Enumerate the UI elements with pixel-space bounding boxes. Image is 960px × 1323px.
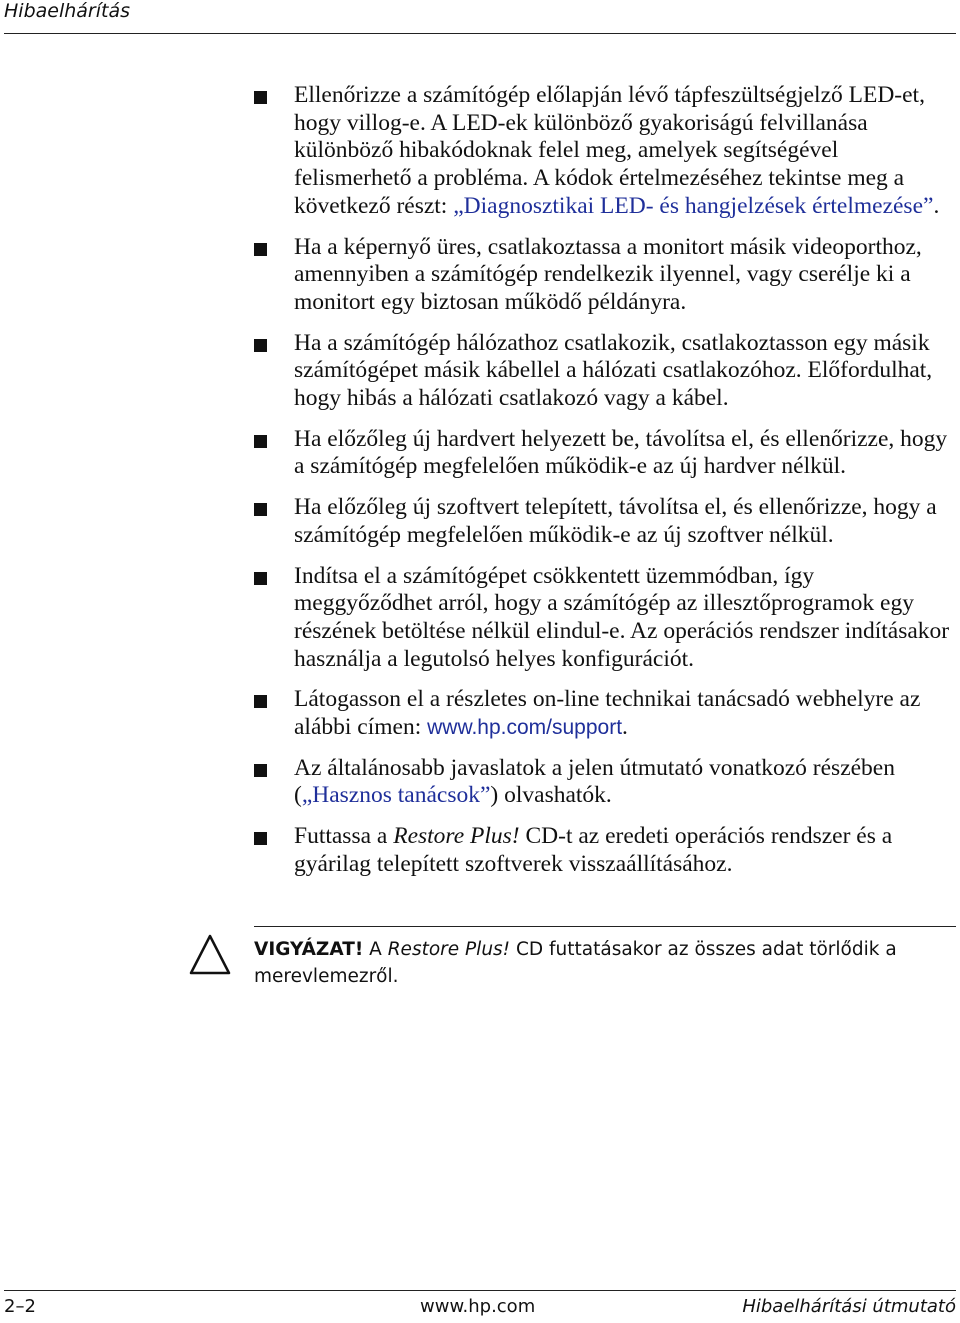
list-item (254, 494, 954, 549)
caution-label: VIGYÁZAT! (254, 939, 364, 960)
list-item (254, 82, 954, 221)
square-bullet-icon (254, 572, 267, 585)
useful-tips-link[interactable]: „Hasznos tanácsok” (301, 782, 491, 809)
list-item (254, 563, 954, 674)
square-bullet-icon (254, 764, 267, 777)
list-item (254, 823, 954, 878)
caution-text: CD futtatásakor az összes adat törlődik a merevlemezről. (254, 939, 897, 987)
footer-doc-title: Hibaelhárítási útmutató (742, 1296, 956, 1317)
square-bullet-icon (254, 243, 267, 256)
list-item-paren: ( (294, 782, 302, 809)
list-item-text-end: . (933, 192, 940, 219)
list-item-text: Az általánosabb javaslatok a jelen útmutató vonatkozó részében (294, 754, 895, 781)
list-item-text: Indítsa el a számítógépet csökkentett üzemmódban, így meggyőződhet arról, hogy a számítógép az illesztőprogramok egy részének betöltése nélkül elindul-e. Az operációs rendszer indításakor használja a legutolsó helyes konfigurációt. (294, 562, 950, 672)
square-bullet-icon (254, 695, 267, 708)
page-header-title: Hibaelhárítás (4, 0, 131, 22)
list-item-text: Ha előzőleg új szoftvert telepített, távolítsa el, és ellenőrizze, hogy a számítógép megfelelően működik-e az új szoftver nélkül. (294, 494, 937, 548)
list-item (254, 426, 954, 481)
square-bullet-icon (254, 339, 267, 352)
footer-url: www.hp.com (420, 1296, 536, 1317)
caution-pre: A (363, 939, 388, 960)
list-item-text: Ellenőrizze a számítógép előlapján lévő tápfeszültségjelző LED-et, hogy villog-e. A LED-ek különböző gyakoriságú felvillanása különböző hibakódoknak felel meg, amelyek segítségével felismerhető a probléma. A kódok értelmezéséhez tekintse meg a következő részt: (294, 82, 925, 219)
diagnostic-led-link[interactable]: „Diagnosztikai LED- és hangjelzések értelmezése” (453, 192, 934, 219)
list-item-text: Látogasson el a részletes on-line technikai tanácsadó webhelyre az alábbi címen: (294, 686, 921, 741)
caution-divider (254, 926, 956, 927)
list-item-text: Futtassa a (294, 823, 394, 850)
list-item-text: Ha a képernyő üres, csatlakoztassa a monitort másik videoporthoz, amennyiben a számítógép rendelkezik ilyennel, vagy cserélje ki a monitort egy biztosan működő példányra. (294, 233, 922, 315)
list-item-text-end: CD-t az eredeti operációs rendszer és a gyárilag telepített szoftverek visszaállításához. (294, 823, 893, 877)
list-item-text: Ha előzőleg új hardvert helyezett be, távolítsa el, és ellenőrizze, hogy a számítógép megfelelően működik-e az új hardver nélkül. (294, 425, 948, 480)
list-item (254, 234, 954, 317)
restore-plus-name: Restore Plus! (393, 823, 520, 850)
list-item-text-end: ) olvashatók. (490, 782, 612, 809)
caution-product-name: Restore Plus! (387, 939, 511, 960)
square-bullet-icon (254, 91, 267, 104)
square-bullet-icon (254, 435, 267, 448)
troubleshooting-list (254, 82, 954, 892)
list-item (254, 755, 954, 810)
page-number: 2–2 (4, 1296, 36, 1317)
square-bullet-icon (254, 503, 267, 516)
caution-triangle-icon (188, 933, 232, 977)
header-divider (4, 33, 956, 34)
hp-support-link[interactable]: www.hp.com/support (427, 716, 623, 740)
list-item-text: Ha a számítógép hálózathoz csatlakozik, csatlakoztasson egy másik számítógépet másik kábellel a hálózati csatlakozóhoz. Előfordulhat, hogy hibás a hálózati csatlakozó vagy a kábel. (294, 329, 933, 412)
list-item (254, 686, 954, 741)
square-bullet-icon (254, 832, 267, 845)
list-item (254, 330, 954, 413)
caution-note (254, 936, 934, 990)
list-item-text-end: . (622, 714, 628, 741)
footer-divider (4, 1290, 956, 1291)
